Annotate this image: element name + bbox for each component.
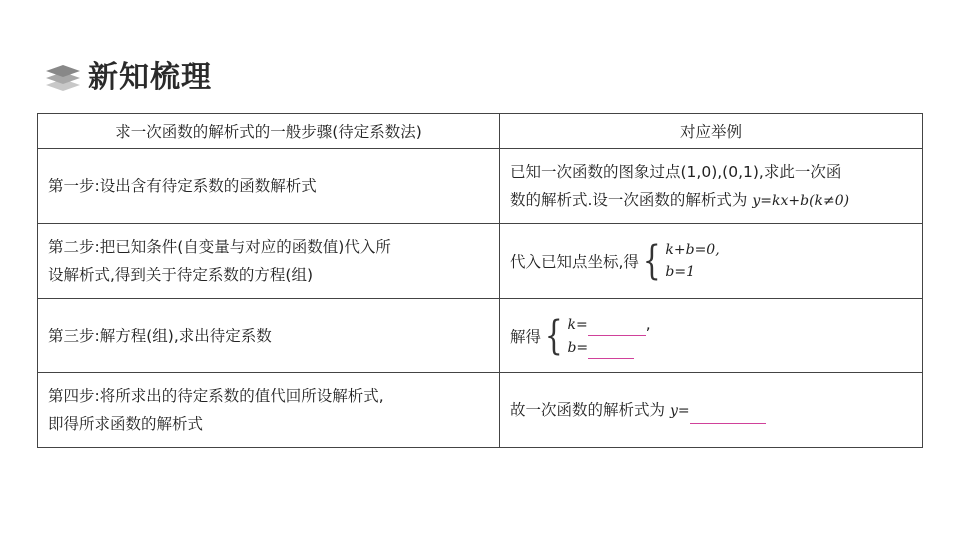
- step-cell: [38, 149, 500, 224]
- stacked-layers-icon: [44, 57, 82, 91]
- example-2-system: [510, 239, 720, 283]
- step-2-line1: 第二步:把已知条件(自变量与对应的函数值)代入所: [48, 238, 391, 256]
- example-1-line1: 已知一次函数的图象过点(1,0),(0,1),求此一次函: [510, 162, 842, 181]
- equation-1: k+b=0,: [665, 242, 720, 258]
- solution-k-label: k=: [567, 316, 588, 333]
- step-4-line1: 第四步:将所求出的待定系数的值代回所设解析式,: [48, 387, 384, 405]
- solution-k-suffix: ,: [645, 314, 651, 333]
- equation-system: [665, 239, 719, 283]
- example-1-line2-text: 数的解析式.设一次函数的解析式为: [510, 190, 748, 209]
- solution-k-line: [567, 313, 650, 336]
- k-answer-blank[interactable]: [588, 321, 646, 336]
- example-cell: [500, 149, 923, 224]
- example-cell: [500, 224, 923, 299]
- left-brace: {: [642, 238, 661, 284]
- function-answer-blank[interactable]: [690, 409, 766, 424]
- step-cell: [38, 299, 500, 373]
- table-row: [38, 224, 923, 299]
- method-table: [37, 113, 923, 448]
- example-cell: [500, 299, 923, 373]
- example-4-formula: y=: [669, 403, 690, 419]
- solution-system: [567, 313, 650, 359]
- solution-b-label: b=: [567, 339, 589, 356]
- solution-b-line: [567, 336, 650, 359]
- step-2-line2: 设解析式,得到关于待定系数的方程(组): [48, 266, 314, 284]
- header-examples: 对应举例: [500, 114, 923, 149]
- table-row: [38, 149, 923, 224]
- example-1-formula: y=kx+b(k≠0): [752, 192, 850, 209]
- header-steps: 求一次函数的解析式的一般步骤(待定系数法): [38, 114, 500, 149]
- step-cell: [38, 373, 500, 448]
- example-3-system: [510, 313, 651, 359]
- step-4-line2: 即得所求函数的解析式: [48, 415, 204, 433]
- example-4-text: 故一次函数的解析式为: [510, 401, 666, 419]
- step-1-text: 第一步:设出含有待定系数的函数解析式: [48, 177, 317, 195]
- equation-2: b=1: [665, 264, 695, 280]
- table-header-row: [38, 114, 923, 149]
- section-header: [44, 54, 212, 94]
- table-row: [38, 299, 923, 373]
- example-2-prefix: 代入已知点坐标,得: [510, 253, 639, 271]
- step-3-text: 第三步:解方程(组),求出待定系数: [48, 326, 272, 345]
- example-3-prefix: 解得: [510, 327, 542, 346]
- b-answer-blank[interactable]: [588, 344, 634, 359]
- step-cell: [38, 224, 500, 299]
- example-1-line2: [510, 186, 912, 215]
- section-title: 新知梳理: [88, 60, 212, 95]
- example-cell: [500, 373, 923, 448]
- left-brace: {: [544, 312, 563, 359]
- table-row: [38, 373, 923, 448]
